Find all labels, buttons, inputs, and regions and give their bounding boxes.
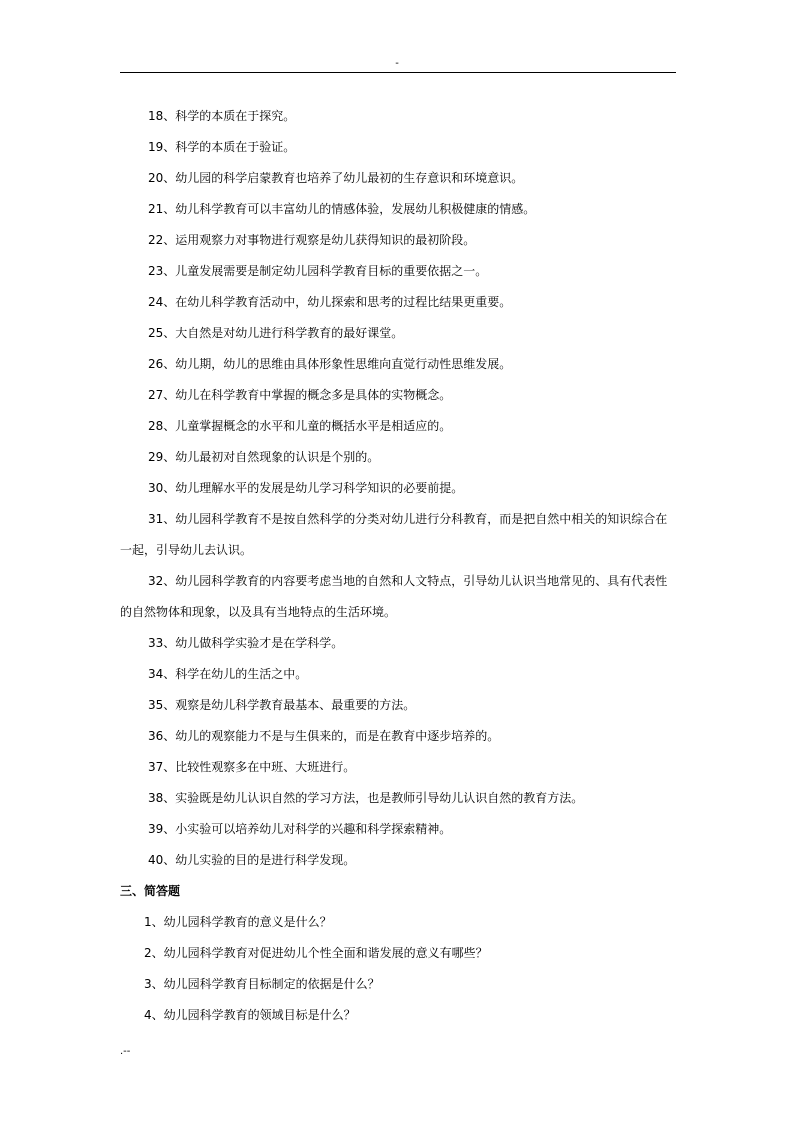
- list-item: 20、幼儿园的科学启蒙教育也培养了幼儿最初的生存意识和环境意识。: [148, 171, 524, 185]
- list-item-31-line1: 31、幼儿园科学教育不是按自然科学的分类对幼儿进行分科教育，而是把自然中相关的知识综合在: [148, 512, 668, 526]
- question-item: 1、幼儿园科学教育的意义是什么？: [144, 915, 332, 929]
- list-item: 28、儿童掌握概念的水平和儿童的概括水平是相适应的。: [148, 419, 452, 433]
- list-item: 25、大自然是对幼儿进行科学教育的最好课堂。: [148, 326, 404, 340]
- list-item: 35、观察是幼儿科学教育最基本、最重要的方法。: [148, 698, 416, 712]
- list-item: 26、幼儿期，幼儿的思维由具体形象性思维向直觉行动性思维发展。: [148, 357, 512, 371]
- list-item: 18、科学的本质在于探究。: [148, 109, 296, 123]
- list-item-31-line2: 一起，引导幼儿去认识。: [120, 543, 253, 557]
- document-body: [120, 101, 676, 1031]
- page-header-mark: -: [395, 58, 399, 69]
- list-item-32-line1: 32、幼儿园科学教育的内容要考虑当地的自然和人文特点，引导幼儿认识当地常见的、具有代表性: [148, 574, 668, 588]
- list-item: 21、幼儿科学教育可以丰富幼儿的情感体验，发展幼儿积极健康的情感。: [148, 202, 536, 216]
- list-item: 40、幼儿实验的目的是进行科学发现。: [148, 853, 356, 867]
- list-item: 29、幼儿最初对自然现象的认识是个别的。: [148, 450, 380, 464]
- header-rule: [120, 72, 676, 73]
- list-item: 37、比较性观察多在中班、大班进行。: [148, 760, 356, 774]
- section-heading: 三、简答题: [120, 884, 181, 898]
- list-item: 38、实验既是幼儿认识自然的学习方法，也是教师引导幼儿认识自然的教育方法。: [148, 791, 584, 805]
- list-item: 22、运用观察力对事物进行观察是幼儿获得知识的最初阶段。: [148, 233, 476, 247]
- list-item: 34、科学在幼儿的生活之中。: [148, 667, 308, 681]
- list-item: 30、幼儿理解水平的发展是幼儿学习科学知识的必要前提。: [148, 481, 464, 495]
- question-item: 3、幼儿园科学教育目标制定的依据是什么？: [144, 977, 380, 991]
- question-item: 4、幼儿园科学教育的领域目标是什么？: [144, 1008, 356, 1022]
- list-item: 23、儿童发展需要是制定幼儿园科学教育目标的重要依据之一。: [148, 264, 488, 278]
- question-item: 2、幼儿园科学教育对促进幼儿个性全面和谐发展的意义有哪些？: [144, 946, 488, 960]
- list-item: 27、幼儿在科学教育中掌握的概念多是具体的实物概念。: [148, 388, 452, 402]
- list-item: 39、小实验可以培养幼儿对科学的兴趣和科学探索精神。: [148, 822, 452, 836]
- list-item: 24、在幼儿科学教育活动中，幼儿探索和思考的过程比结果更重要。: [148, 295, 512, 309]
- page-footer-mark: .--: [120, 1046, 131, 1057]
- list-item-32-line2: 的自然物体和现象，以及具有当地特点的生活环境。: [120, 605, 397, 619]
- list-item: 19、科学的本质在于验证。: [148, 140, 296, 154]
- list-item: 33、幼儿做科学实验才是在学科学。: [148, 636, 344, 650]
- list-item: 36、幼儿的观察能力不是与生俱来的，而是在教育中逐步培养的。: [148, 729, 500, 743]
